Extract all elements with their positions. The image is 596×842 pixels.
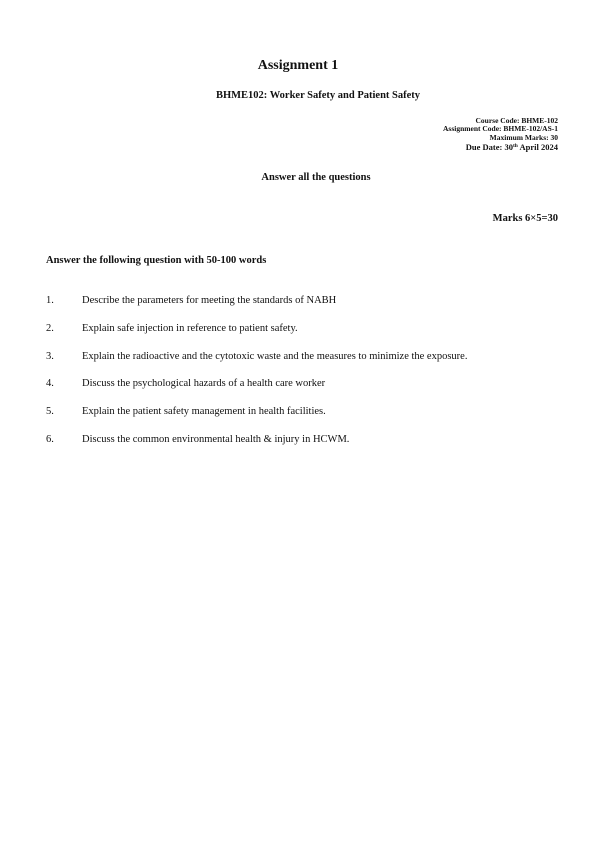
assignment-title: Assignment 1 (257, 58, 339, 73)
question-text: Explain the radioactive and the cytotoxic waste and the measures to minimize the exposure. (82, 350, 468, 362)
due-date-prefix: Due Date: 30 (465, 142, 513, 153)
question-item (46, 434, 467, 462)
question-number: 6. (46, 433, 54, 445)
question-item (46, 323, 467, 351)
question-number: 1. (46, 295, 54, 306)
maximum-marks: Maximum Marks: 30 (489, 132, 558, 142)
question-text: Explain safe injection in reference to patient safety. (82, 322, 298, 334)
question-number: 4. (46, 378, 54, 390)
question-text: Discuss the psychological hazards of a health care worker (82, 378, 326, 390)
question-number: 5. (46, 406, 54, 418)
question-text: Describe the parameters for meeting the standards of NABH (82, 295, 337, 306)
course-code: Course Code: BHME-102 (475, 116, 558, 125)
question-item (46, 351, 467, 379)
question-list (46, 295, 467, 462)
assignment-meta (443, 117, 558, 153)
due-date-ordinal: th (512, 143, 518, 150)
question-text: Explain the patient safety management in health facilities. (82, 406, 326, 418)
assignment-code: Assignment Code: BHME-102/AS-1 (442, 124, 558, 134)
marks-summary: Marks 6×5=30 (492, 213, 558, 224)
question-item (46, 378, 467, 406)
question-item (46, 295, 467, 323)
question-text: Discuss the common environmental health & injury in HCWM. (82, 433, 350, 445)
course-subtitle: BHME102: Worker Safety and Patient Safety (215, 90, 421, 101)
due-date (443, 142, 558, 153)
question-number: 2. (46, 322, 54, 334)
general-instruction: Answer all the questions (261, 172, 371, 183)
question-number: 3. (46, 350, 54, 362)
question-item (46, 406, 467, 434)
due-date-suffix: April 2024 (517, 142, 558, 153)
section-heading: Answer the following question with 50-100 words (46, 255, 267, 266)
